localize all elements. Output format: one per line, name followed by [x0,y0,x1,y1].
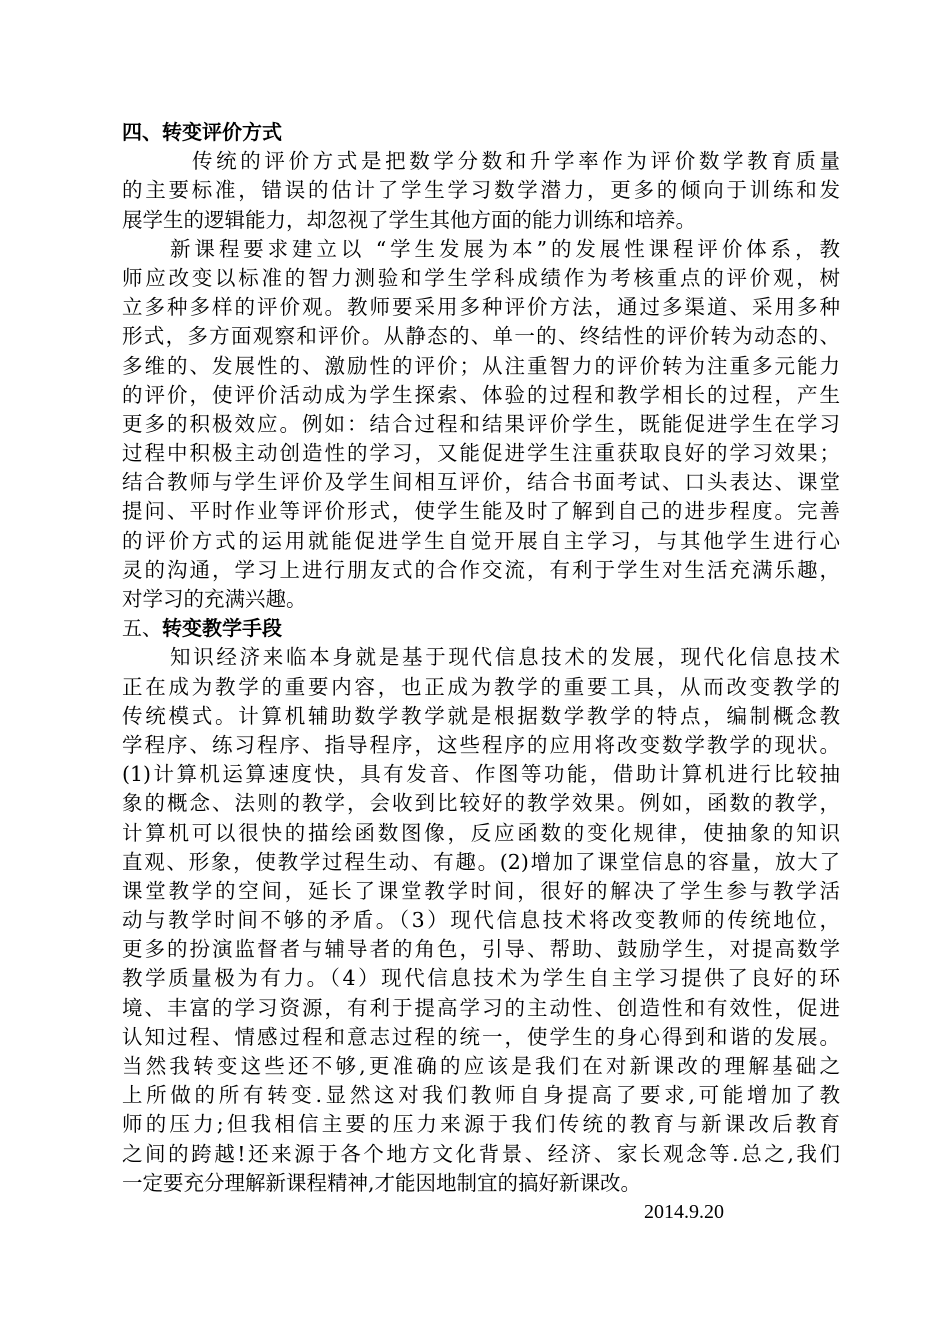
text-line: 对学习的充满兴趣。 [122,587,307,611]
text-line: 更多的积极效应。例如：结合过程和结果评价学生，既能促进学生在学习 [122,411,840,436]
text-line: 灵的沟通，学习上进行朋友式的合作交流，有利于学生对生活充满乐趣， [122,557,840,582]
text-line: 提问、平时作业等评价形式，使学生能及时了解到自己的进步程度。完善 [122,499,840,524]
text-line: 教学质量极为有力。（4）现代信息技术为学生自主学习提供了良好的环 [122,966,840,991]
section4-heading: 四、转变评价方式 [122,120,282,144]
text-line: 新课程要求建立以 “学生发展为本”的发展性课程评价体系，教 [170,236,840,261]
text-line: (1)计算机运算速度快，具有发音、作图等功能，借助计算机进行比较抽 [122,762,840,787]
text-line: 认知过程、情感过程和意志过程的统一，使学生的身心得到和谐的发展。 [122,1024,840,1049]
text-line: 多维的、发展性的、激励性的评价；从注重智力的评价转为注重多元能力 [122,353,840,378]
text-line: 结合教师与学生评价及学生间相互评价，结合书面考试、口头表达、课堂 [122,470,840,495]
text-line: 正在成为教学的重要内容，也正成为教学的重要工具，从而改变教学的 [122,674,840,699]
text-line: 境、丰富的学习资源，有利于提高学习的主动性、创造性和有效性，促进 [122,995,840,1020]
text-line: 动与教学时间不够的矛盾。（3）现代信息技术将改变教师的传统地位， [122,908,840,933]
text-line: 直观、形象，使教学过程生动、有趣。(2)增加了课堂信息的容量，放大了 [122,849,840,874]
text-line: 展学生的逻辑能力，却忽视了学生其他方面的能力训练和培养。 [122,207,696,232]
text-line: 当然我转变这些还不够,更准确的应该是我们在对新课改的理解基础之 [122,1054,840,1078]
text-line: 之间的跨越!还来源于各个地方文化背景、经济、家长观念等.总之,我们 [122,1141,840,1166]
text-line: 形式，多方面观察和评价。从静态的、单一的、终结性的评价转为动态的、 [122,324,840,349]
section4-para1 [122,147,840,235]
section5-heading [122,614,840,643]
text-line: 立多种多样的评价观。教师要采用多种评价方法，通过多渠道、采用多种 [122,295,840,320]
section5-heading-num: 五、 [122,616,162,641]
text-line: 知识经济来临本身就是基于现代信息技术的发展，现代化信息技术 [170,645,840,670]
document-date: 2014.9.20 [644,1200,724,1223]
text-line: 师应改变以标准的智力测验和学生学科成绩作为考核重点的评价观，树 [122,265,840,290]
section4-para2 [122,235,840,614]
document-page [122,118,840,1227]
text-line: 传统的评价方式是把数学分数和升学率作为评价数学教育质量 [192,149,840,174]
text-line: 过程中积极主动创造性的学习，又能促进学生注重获取良好的学习效果； [122,441,840,466]
section5-heading-text: 转变教学手段 [162,616,282,641]
text-line: 课堂教学的空间，延长了课堂教学时间，很好的解决了学生参与教学活 [122,878,840,903]
text-line: 象的概念、法则的教学，会收到比较好的教学效果。例如，函数的教学， [122,791,840,816]
text-line: 的评价，使评价活动成为学生探索、体验的过程和教学相长的过程，产生 [122,382,840,407]
text-line: 的主要标准，错误的估计了学生学习数学潜力，更多的倾向于训练和发 [122,178,840,203]
text-line: 师的压力;但我相信主要的压力来源于我们传统的教育与新课改后教育 [122,1112,840,1137]
text-line: 一定要充分理解新课程精神,才能因地制宜的搞好新课改。 [122,1170,642,1195]
text-line: 学程序、练习程序、指导程序，这些程序的应用将改变数学教学的现状。 [122,732,840,757]
text-line: 更多的扮演监督者与辅导者的角色，引导、帮助、鼓励学生，对提高数学 [122,937,840,962]
text-line: 上所做的所有转变.显然这对我们教师自身提高了要求,可能增加了教 [122,1083,840,1108]
text-line: 的评价方式的运用就能促进学生自觉开展自主学习，与其他学生进行心 [122,528,840,553]
text-line: 传统模式。计算机辅助数学教学就是根据数学教学的特点，编制概念教 [122,703,840,728]
section5-para1 [122,643,840,1198]
text-line: 计算机可以很快的描绘函数图像，反应函数的变化规律，使抽象的知识 [122,820,840,845]
